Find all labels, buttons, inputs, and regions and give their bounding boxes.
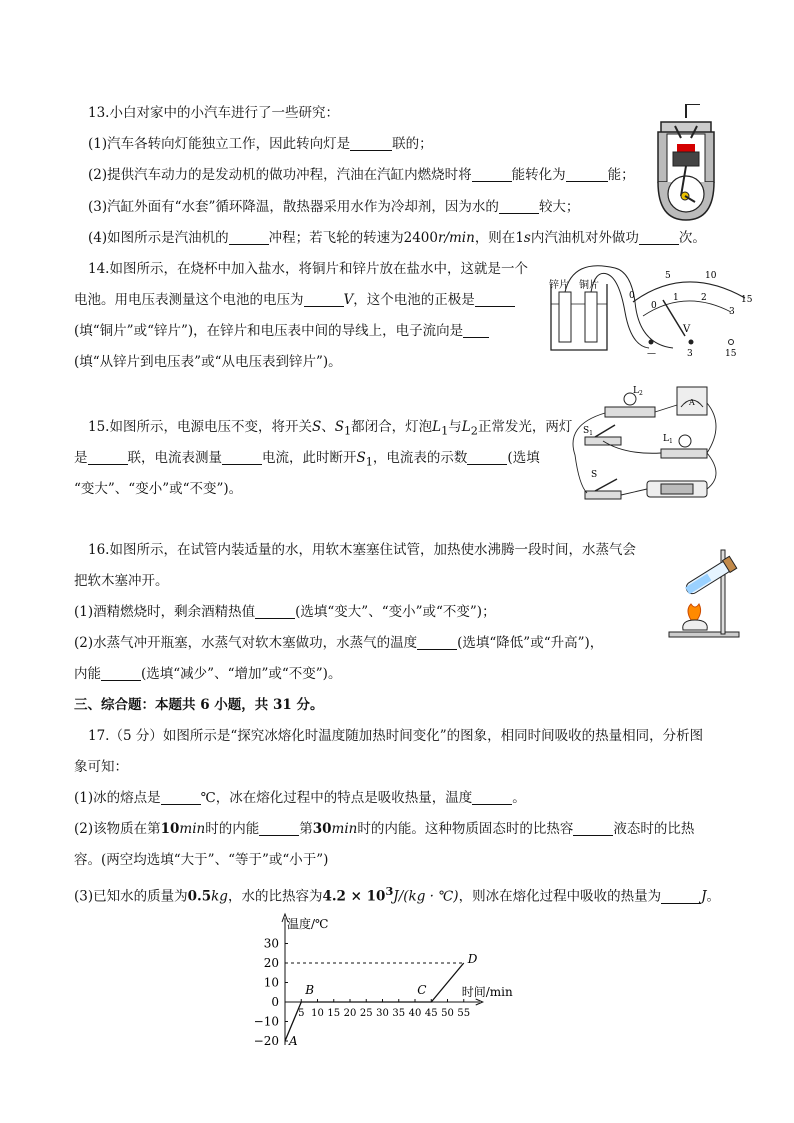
switch-s-label: S [591,470,598,480]
q15-s1-sub: 1 [343,424,352,438]
scale-2: 2 [701,293,707,303]
y-tick-label: 20 [263,956,279,970]
q17-p3-unit: J/(kg · ℃) [393,888,459,905]
answer-blank[interactable] [566,167,608,182]
ammeter-label: A [689,398,695,407]
q16-p2-text-b: (选填“降低”或“升高”)， [457,635,604,651]
q17-p2-text-d: 时的内能。这种物质固态时的比热容 [357,821,574,837]
answer-blank[interactable] [475,292,515,307]
q15-s: S [311,419,322,435]
bulb-l2-label: $L_2$ [633,386,643,397]
scale-1: 1 [673,293,679,303]
q17-line1: 17.（5 分）如图所示是“探究冰熔化时温度随加热时间变化”的图象，相同时间吸收的热量相同，分析图 [88,728,704,744]
answer-blank[interactable] [229,230,269,245]
q17-p3-end: 。 [706,888,720,905]
copper-label: 铜片 [579,280,599,291]
q13-p1-text-b: 联的； [392,136,433,152]
q17-p3-text-b: ，水的比热容为 [227,888,323,905]
q13-p1-text-a: (1)汽车各转向灯能独立工作，因此转向灯是 [88,136,351,152]
q13-part2 [88,166,635,184]
q13-p3-text-a: (3)汽缸外面有“水套”循环降温，散热器采用水作为冷却剂，因为水的 [88,199,499,215]
q13-p4-s: s [523,230,531,246]
q15-l2-sub: 2 [470,424,478,438]
section3-heading: 三、综合题：本题共 6 小题，共 31 分。 [74,697,324,713]
terminal-15: 15 [725,349,737,359]
q16-p1-text-a: (1)酒精燃烧时，剩余酒精热值 [74,604,256,620]
q15-s1: S [334,419,344,435]
q17-p3-exp: 3 [385,884,394,898]
x-tick-label: 5 [298,1008,305,1019]
x-tick-label: 35 [392,1008,406,1019]
q17-p1-text-a: (1)冰的熔点是 [74,790,161,806]
y-tick-label: 0 [271,995,279,1009]
q17-p2-text-b: 时的内能 [205,821,260,837]
x-tick-label: 40 [408,1008,422,1019]
answer-blank[interactable] [499,199,539,214]
x-tick-label: 15 [327,1008,341,1019]
answer-blank[interactable] [255,604,295,619]
q13-part1 [88,135,433,153]
y-tick-label: −20 [253,1034,279,1048]
q13-p3-text-b: 较大； [538,199,580,215]
q15-l2-text-c: 电流，此时断开 [262,450,357,466]
point-label-c: C [417,983,427,997]
q13-p4-text-a: (4)如图所示是汽油机的 [88,230,229,246]
q16-line1: 16.如图所示，在试管内装适量的水，用软木塞塞住试管，加热使水沸腾一段时间，水蒸气会 [88,542,636,558]
q17-p3-kg: kg [211,888,228,905]
q13-p4-text-b: 冲程；若飞轮的转速为 [268,230,404,246]
point-label-b: B [305,983,315,997]
q13-p4-text-e: 次。 [678,230,706,246]
answer-blank[interactable] [661,889,701,904]
q17-part1 [74,789,526,807]
q16-part3 [74,665,341,683]
y-tick-label: −10 [253,1014,279,1029]
answer-blank[interactable] [101,666,141,681]
q13-p2-text-a: (2)提供汽车动力的是发动机的做功冲程，汽油在汽缸内燃烧时将 [88,167,472,183]
q17-p3-j: J [701,888,707,905]
q17-p2-min-b: min [331,821,358,837]
q17-p2-text-e: 液态时的比热 [613,821,695,837]
q17-p2-text-c: 第 [299,821,313,837]
answer-blank[interactable] [472,167,512,182]
q16-p1-text-b: (选填“变大”、“变小”或“不变”)； [295,604,496,620]
zinc-label: 锌片 [549,280,569,291]
answer-blank[interactable] [573,821,613,836]
q17-p2-10: 10 [160,821,180,837]
q15-l2-text-a: 是 [74,450,88,466]
q15-line1 [88,418,572,441]
q17-p2-text-a: (2)该物质在第 [74,821,161,837]
point-label-d: D [467,952,478,966]
q15-l2-text-e: (选填 [507,450,540,466]
x-tick-label: 45 [424,1008,438,1019]
q15-l2-text-d: ，电流表的示数 [372,450,468,466]
q13-p4-text-c: ，则在 [474,230,516,246]
scale-5: 5 [665,271,671,281]
temperature-time-chart [245,910,535,1055]
q15-l2-text-b: 联，电流表测量 [127,450,222,466]
scale-3: 3 [729,307,735,317]
answer-blank[interactable] [161,790,201,805]
switch-s1-label: $S_1$ [583,426,593,437]
q16-part2 [74,634,603,652]
circuit-figure [565,385,730,510]
q17-p1-text-b: ℃，冰在熔化过程中的特点是吸收热量，温度 [200,790,473,806]
q13-p4-speed: 2400 [403,230,438,246]
terminal-3: 3 [687,349,693,359]
bulb-l1-label: $L_1$ [663,434,673,445]
x-axis-label: 时间/min [461,985,513,999]
q17-part2b: 容。(两空均选填“大于”、“等于”或“小于”) [74,852,329,868]
test-tube-figure [665,548,745,638]
answer-blank[interactable] [259,821,299,836]
q13-p4-unit: r/min [437,230,475,246]
q14-line1: 14.如图所示，在烧杯中加入盐水，将铜片和锌片放在盐水中，这就是一个 [88,261,528,277]
y-tick-label: 10 [263,975,279,990]
q16-p3-text-a: 内能 [74,666,101,682]
q15-text-a: 15.如图所示，电源电压不变，将开关 [88,419,312,435]
q13-p4-one: 1 [515,230,524,246]
q16-p2-text-a: (2)水蒸气冲开瓶塞，水蒸气对软木塞做功，水蒸气的温度 [74,635,418,651]
x-tick-label: 30 [376,1008,389,1019]
x-tick-label: 25 [359,1008,373,1019]
q14-line4: (填“从锌片到电压表”或“从电压表到锌片”)。 [74,354,342,370]
x-tick-label: 50 [441,1008,454,1019]
x-tick-label: 10 [311,1008,324,1019]
answer-blank[interactable] [417,635,457,650]
q13-p2-text-b: 能转化为 [511,167,566,183]
answer-blank[interactable] [304,292,344,307]
q15-and: 与 [448,419,462,435]
scale-small-0: 0 [651,301,657,311]
q15-l2-s: S [356,450,366,466]
x-tick-label: 55 [457,1008,471,1019]
q13-part3 [88,198,579,216]
q15-l1-sub: 1 [441,424,449,438]
q17-part3 [74,882,720,906]
voltmeter-symbol: V [683,324,691,335]
scale-10: 10 [705,271,717,281]
q14-l2-unit: V [343,292,354,308]
q15-l2: L [461,419,471,435]
q14-l3-text: (填“铜片”或“锌片”)，在锌片和电压表中间的导线上，电子流向是 [74,323,464,339]
q17-line2: 象可知： [74,759,128,775]
q17-p3-mass: 0.5 [187,888,212,905]
q14-l2-text-a: 电池。用电压表测量这个电池的电压为 [74,292,304,308]
answer-blank[interactable] [222,450,262,465]
q14-line2 [74,291,515,309]
x-tick-label: 20 [343,1008,357,1019]
scale-0: 0 [629,291,635,301]
answer-blank[interactable] [88,450,128,465]
q16-part1 [74,603,496,621]
q15-text-b: 都闭合，灯泡 [351,419,433,435]
battery-voltmeter-figure [545,262,760,362]
q16-line2: 把软木塞冲开。 [74,573,169,589]
q17-p2-min-a: min [179,821,206,837]
q17-p2-30: 30 [312,821,332,837]
answer-blank[interactable] [472,790,512,805]
q13-p2-text-c: 能； [607,167,635,183]
answer-blank[interactable] [467,450,507,465]
q15-line3: “变大”、“变小”或“不变”)。 [74,481,243,497]
answer-blank[interactable] [639,230,679,245]
point-label-a: A [289,1034,298,1048]
q14-line3 [74,322,489,340]
q13-p4-text-d: 内汽油机对外做功 [530,230,639,246]
q15-l1: L [432,419,442,435]
y-axis-label: 温度/℃ [287,917,329,931]
q17-p3-c: 4.2 × 10 [322,888,386,905]
y-tick-label: 30 [263,936,279,951]
q17-p3-text-a: (3)已知水的质量为 [74,888,188,905]
neg-terminal: — [647,349,656,359]
q15-line2 [74,449,540,472]
q14-l2-text-b: ，这个电池的正极是 [353,292,475,308]
answer-blank[interactable] [463,323,489,338]
q15-sep: 、 [321,419,335,435]
q17-part2 [74,820,694,838]
q13-stem: 13.小白对家中的小汽车进行了一些研究： [88,105,339,121]
q13-part4 [88,229,706,247]
q17-p1-text-c: 。 [512,790,526,806]
q16-p3-text-b: (选填“减少”、“增加”或“不变”)。 [141,666,342,682]
q17-p3-text-c: ，则冰在熔化过程中吸收的热量为 [458,888,662,905]
answer-blank[interactable] [350,136,392,151]
engine-cylinder-figure [655,104,717,222]
scale-15: 15 [741,295,753,305]
q15-text-c: 正常发光，两灯 [477,419,573,435]
q15-l2-s-sub: 1 [365,455,373,469]
